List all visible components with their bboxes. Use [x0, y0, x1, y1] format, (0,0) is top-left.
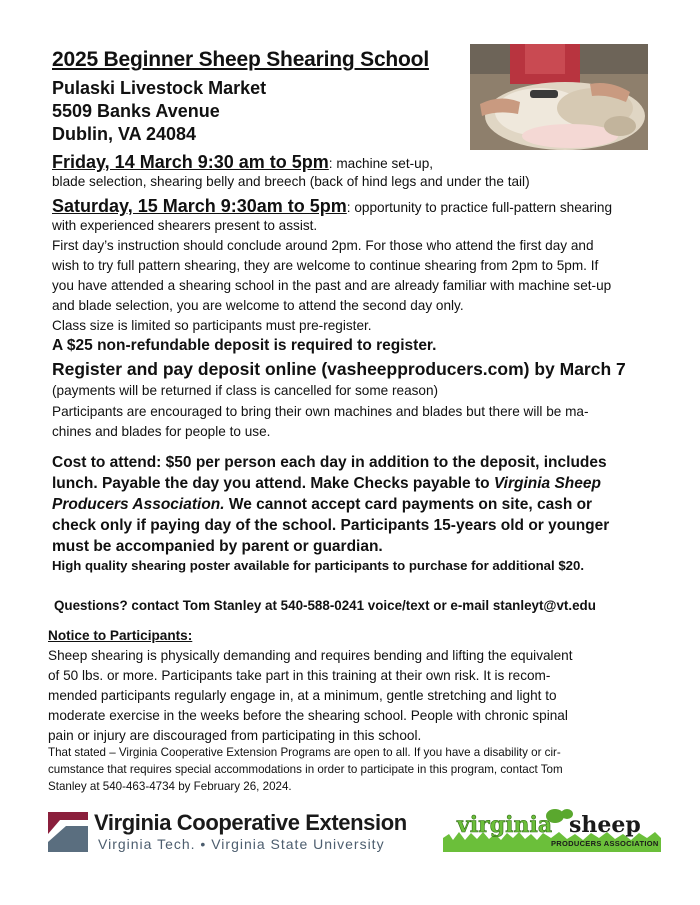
payee-name-b: Producers Association.: [52, 496, 225, 513]
para1-line5: Class size is limited so participants must pre-register.: [52, 318, 372, 333]
contact-questions: Questions? contact Tom Stanley at 540-588-0241 voice/text or e-mail stanleyt@vt.edu: [54, 598, 596, 613]
register-notice: Register and pay deposit online (vasheepproducers.com) by March 7: [52, 359, 626, 379]
venue-street: 5509 Banks Avenue: [52, 101, 220, 121]
cost-line2-text: lunch. Payable the day you attend. Make Checks payable to: [52, 475, 494, 492]
para1-line2: wish to try full pattern shearing, they are welcome to continue shearing from 2pm to 5pm. If: [52, 258, 599, 273]
page-title: 2025 Beginner Sheep Shearing School: [52, 48, 429, 71]
vce-mark-icon: [48, 812, 88, 852]
vsp-logo: [443, 808, 661, 852]
cost-line3-text: We cannot accept card payments on site, cash or: [224, 496, 593, 513]
notice-heading: Notice to Participants:: [48, 628, 193, 643]
saturday-heading: Saturday, 15 March 9:30am to 5pm: [52, 196, 347, 216]
sheep-shearing-photo: [470, 44, 648, 150]
bring-line2: chines and blades for people to use.: [52, 424, 271, 439]
venue-city: Dublin, VA 24084: [52, 124, 197, 144]
notice-small-line1: That stated – Virginia Cooperative Extension Programs are open to all. If you have a disability or cir-: [48, 746, 561, 759]
notice-line5: pain or injury are discouraged from participating in this school.: [48, 728, 422, 743]
bring-line1: Participants are encouraged to bring their own machines and blades but there will be ma-: [52, 404, 589, 419]
notice-small-line2: cumstance that requires special accommodations in order to participate in this program, contact Tom: [48, 763, 563, 776]
refund-note: (payments will be returned if class is cancelled for some reason): [52, 383, 439, 398]
notice-line2: of 50 lbs. or more. Participants take part in this training at their own risk. It is recom-: [48, 668, 551, 683]
venue-name: Pulaski Livestock Market: [52, 78, 267, 98]
notice-line1: Sheep shearing is physically demanding and requires bending and lifting the equivalent: [48, 648, 573, 663]
cost-line1: Cost to attend: $50 per person each day in addition to the deposit, includes: [52, 454, 607, 471]
cost-line5: must be accompanied by parent or guardian.: [52, 538, 383, 555]
poster-notice: High quality shearing poster available for participants to purchase for additional $20.: [52, 558, 585, 573]
deposit-notice: A $25 non-refundable deposit is required to register.: [52, 337, 437, 354]
notice-line4: moderate exercise in the weeks before the shearing school. People with chronic spinal: [48, 708, 568, 723]
para1-line1: First day’s instruction should conclude around 2pm. For those who attend the first day and: [52, 238, 594, 253]
friday-desc: : machine set-up,: [328, 156, 434, 171]
cost-line3: [52, 494, 682, 515]
vsp-name-sheep: sheep: [569, 812, 641, 838]
saturday-desc-line2: with experienced shearers present to assist.: [52, 218, 318, 233]
cost-line4: check only if paying day of the school. Participants 15-years old or younger: [52, 517, 610, 534]
notice-line3: mended participants regularly engage in, at a minimum, gentle stretching and light to: [48, 688, 557, 703]
friday-desc-line2: blade selection, shearing belly and breech (back of hind legs and under the tail): [52, 174, 530, 189]
notice-small-line3: Stanley at 540-463-4734 by February 26, 2024.: [48, 780, 292, 793]
vsp-name-virginia: virginia: [457, 812, 553, 838]
vce-sub: Virginia Tech. • Virginia State University: [98, 836, 385, 852]
vce-logo: [48, 812, 428, 854]
vsp-sub: PRODUCERS ASSOCIATION: [551, 839, 659, 848]
saturday-desc: : opportunity to practice full-pattern shearing: [346, 200, 613, 215]
para1-line3: you have attended a shearing school in the past and are already familiar with machine set-up: [52, 278, 612, 293]
para1-line4: and blade selection, you are welcome to attend the second day only.: [52, 298, 464, 313]
payee-name-a: Virginia Sheep: [493, 475, 601, 492]
vce-name: Virginia Cooperative Extension: [94, 810, 407, 835]
cost-line2: [52, 473, 682, 494]
friday-heading: Friday, 14 March 9:30 am to 5pm: [52, 152, 329, 172]
